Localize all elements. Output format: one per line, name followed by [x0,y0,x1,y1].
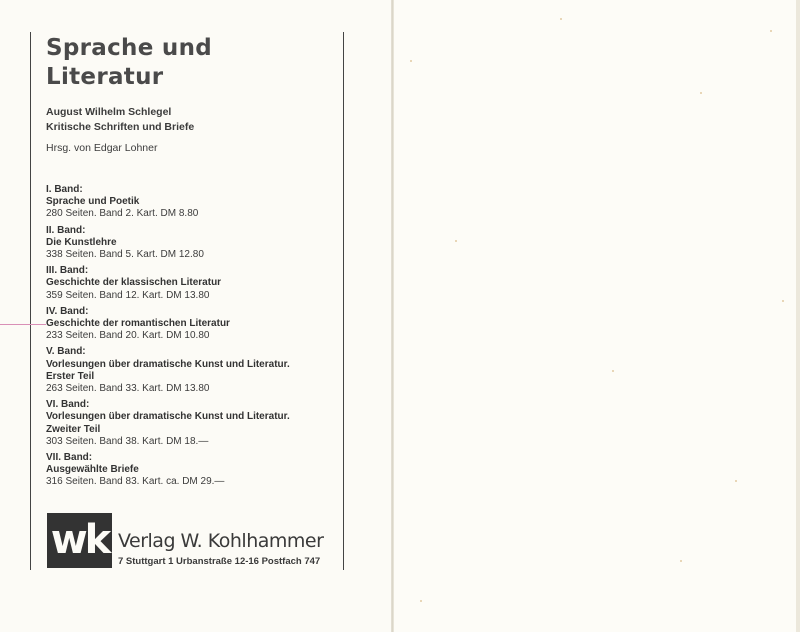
volume-label: III. Band: [46,265,89,277]
catalog-content [46,34,336,493]
frame-rule-right [343,32,344,570]
volume-title: Vorlesungen über dramatische Kunst und Literatur. [46,411,290,423]
frame-rule-left [30,32,31,570]
volume-item [46,346,336,395]
volume-title: Sprache und Poetik [46,196,140,208]
volume-item [46,265,336,302]
volume-subtitle: Zweiter Teil [46,423,101,435]
volume-label: VII. Band: [46,452,93,464]
book-spine [391,0,394,632]
paper-speck [612,370,614,372]
volume-label: V. Band: [46,346,86,358]
volume-title: Vorlesungen über dramatische Kunst und Literatur. [46,358,290,370]
author-name: August Wilhelm Schlegel [46,106,172,118]
volume-title: Geschichte der klassischen Literatur [46,277,222,289]
volume-label: II. Band: [46,224,86,236]
paper-speck [770,30,772,32]
work-header [46,105,336,135]
publisher-logo: wk [47,513,112,568]
volume-title: Geschichte der romantischen Literatur [46,318,230,330]
paper-speck [410,60,412,62]
publisher-name: Verlag W. Kohlhammer [118,530,324,552]
volume-label: IV. Band: [46,305,89,317]
right-page-blank [392,0,800,632]
paper-speck [782,300,784,302]
volume-details: 263 Seiten. Band 33. Kart. DM 13.80 [46,383,210,395]
volume-details: 359 Seiten. Band 12. Kart. DM 13.80 [46,289,210,301]
publisher-address: 7 Stuttgart 1 Urbanstraße 12-16 Postfach 747 [118,556,321,567]
volume-item [46,399,336,448]
volume-details: 338 Seiten. Band 5. Kart. DM 12.80 [46,249,204,261]
volume-details: 233 Seiten. Band 20. Kart. DM 10.80 [46,330,210,342]
volume-title: Die Kunstlehre [46,236,117,248]
paper-speck [735,480,737,482]
paper-speck [560,18,562,20]
volume-item [46,452,336,489]
editor-credit: Hrsg. von Edgar Lohner [46,142,158,154]
volume-title: Ausgewählte Briefe [46,464,139,476]
volume-details: 303 Seiten. Band 38. Kart. DM 18.— [46,435,209,447]
publisher-block [47,513,337,569]
work-title: Kritische Schriften und Briefe [46,121,195,133]
margin-mark [0,324,46,325]
series-title [46,34,336,92]
series-title-line1: Sprache und [46,35,213,61]
volume-label: VI. Band: [46,399,90,411]
page-edge [796,0,800,632]
paper-speck [680,560,682,562]
volume-item [46,225,336,262]
volume-list [46,184,336,489]
paper-speck [700,92,702,94]
volume-item [46,184,336,221]
paper-speck [420,600,422,602]
volume-subtitle: Erster Teil [46,370,95,382]
series-title-line2: Literatur [46,64,164,90]
volume-label: I. Band: [46,184,83,195]
volume-details: 280 Seiten. Band 2. Kart. DM 8.80 [46,208,199,220]
volume-details: 316 Seiten. Band 83. Kart. ca. DM 29.— [46,476,225,488]
paper-speck [455,240,457,242]
volume-item [46,306,336,343]
